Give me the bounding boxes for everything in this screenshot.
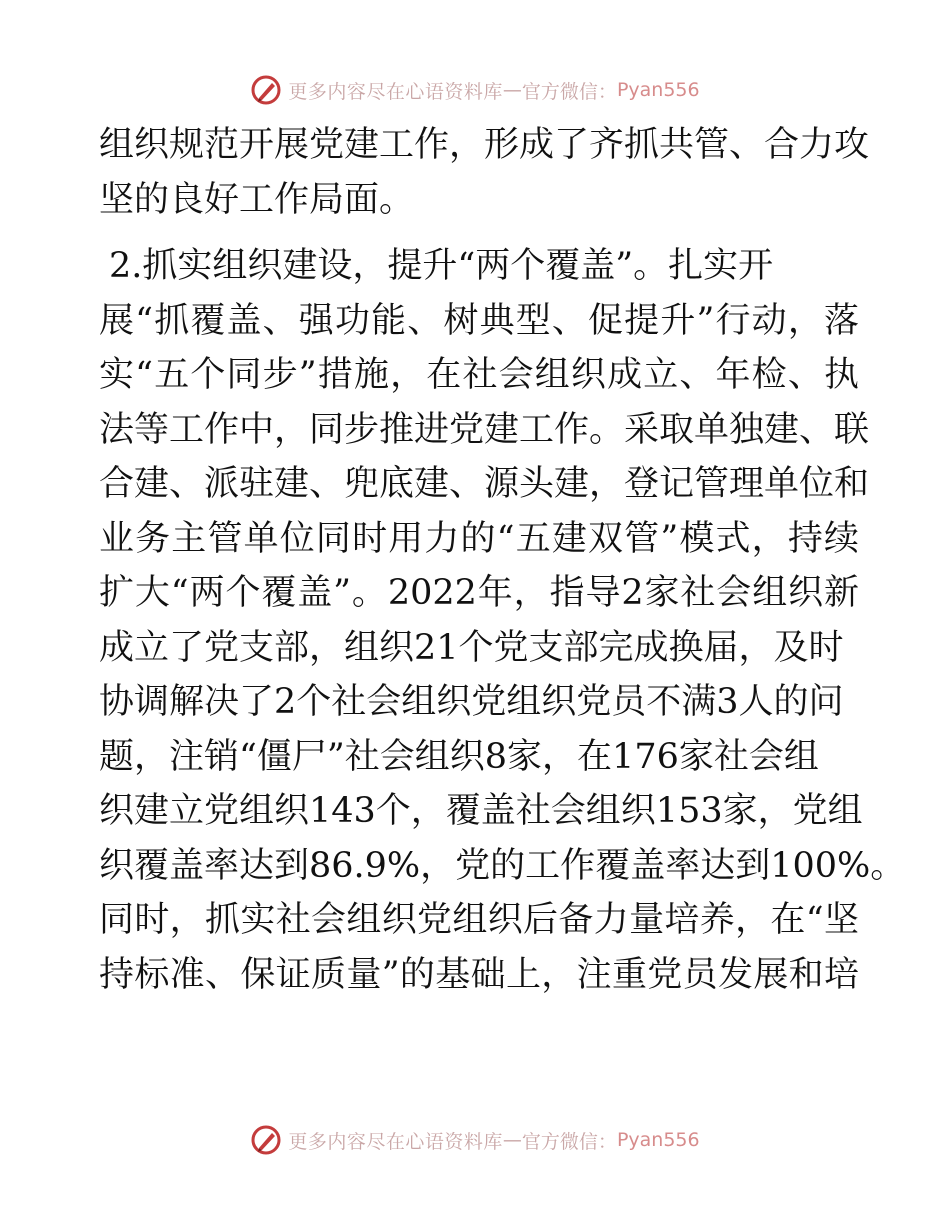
watermark-dash: — <box>502 79 522 101</box>
text-line: 业务主管单位同时用力的“五建双管”模式，持续 <box>99 518 859 559</box>
text-line: 2.抓实组织建设，提升“两个覆盖”。扎实开 <box>109 246 774 286</box>
text-line: 扩大“两个覆盖”。2022年，指导2家社会组织新 <box>99 573 859 613</box>
watermark-text: 更多内容尽在心语资料库 <box>288 80 503 103</box>
watermark-dash: — <box>502 1129 522 1151</box>
watermark-wechat-label: 官方微信： <box>521 80 617 103</box>
watermark-text: 更多内容尽在心语资料库 <box>288 1130 503 1153</box>
text-line: 展“抓覆盖、强功能、树典型、促提升”行动，落 <box>99 300 859 341</box>
text-line: 法等工作中，同步推进党建工作。采取单独建、联 <box>99 409 870 450</box>
watermark-wechat-id: Pyan556 <box>616 1129 700 1151</box>
text-line: 织建立党组织143个，覆盖社会组织153家，党组 <box>99 791 863 831</box>
text-line: 同时，抓实社会组织党组织后备力量培养，在“坚 <box>99 900 859 940</box>
watermark-wechat-label: 官方微信： <box>521 1130 617 1153</box>
text-line: 坚的良好工作局面。 <box>99 179 415 220</box>
text-line: 实“五个同步”措施，在社会组织成立、年检、执 <box>99 355 859 395</box>
text-line: 协调解决了2个社会组织党组织党员不满3人的问 <box>99 682 844 722</box>
text-line: 题，注销“僵尸”社会组织8家，在176家社会组 <box>99 736 819 777</box>
text-line: 合建、派驻建、兜底建、源头建，登记管理单位和 <box>99 464 870 504</box>
watermark-wechat-id: Pyan556 <box>616 79 700 101</box>
text-line: 成立了党支部，组织21个党支部完成换届，及时 <box>99 627 844 668</box>
document-body <box>99 118 906 1002</box>
header-watermark <box>0 72 950 108</box>
pen-logo-icon <box>250 1124 282 1156</box>
text-line: 持标准、保证质量”的基础上，注重党员发展和培 <box>99 954 859 995</box>
text-line: 织覆盖率达到86.9%，党的工作覆盖率达到100%。 <box>99 845 906 886</box>
footer-watermark <box>0 1122 950 1158</box>
text-line: 组织规范开展党建工作，形成了齐抓共管、合力攻 <box>99 125 870 165</box>
pen-logo-icon <box>250 74 282 106</box>
